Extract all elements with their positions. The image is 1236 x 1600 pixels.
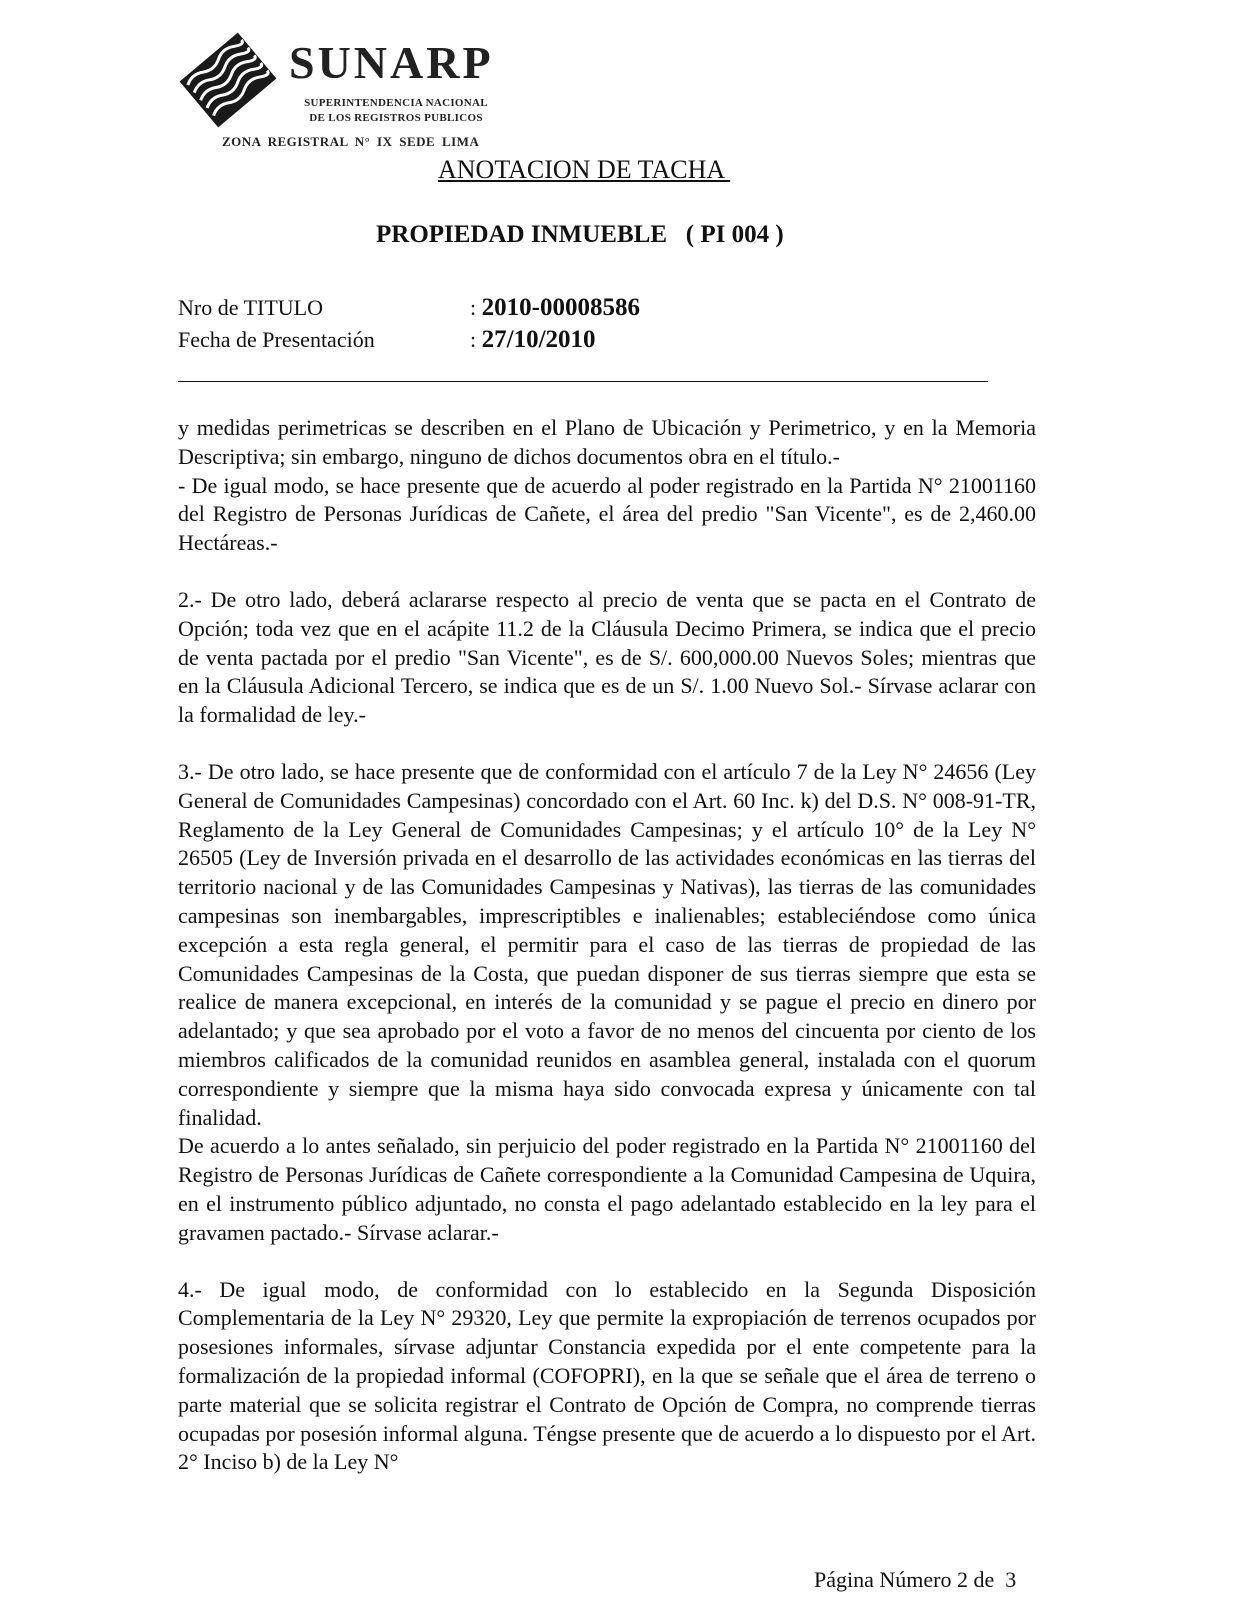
paragraph: 4.- De igual modo, de conformidad con lo establecido en la Segunda Disposición Complementaria de la Ley N° 29320, Ley que permite la expropiación de terrenos ocupados por posesiones informales, sírvase adjuntar Constancia expedida por el ente competente para la formalización de la propiedad informal (COFOPRI), en la que se señale que el área de terreno o parte material que se solicita registrar el Contrato de Opción de Compra, no comprende tierras ocupadas por posesión informal alguna. Téngse presente que de acuerdo a lo dispuesto por el Art. 2° Inciso b) de la Ley N°: [178, 1276, 1036, 1475]
document-subtitle: PROPIEDAD INMUEBLE ( PI 004 ): [376, 221, 784, 248]
field-separator: :: [470, 295, 482, 320]
divider: [178, 381, 988, 382]
page-number: Página Número 2 de 3: [814, 1567, 1017, 1592]
brand-subtitle: [286, 96, 506, 126]
field-label: Fecha de Presentación: [178, 327, 375, 352]
field-label: Nro de TITULO: [178, 295, 323, 320]
document-title: ANOTACION DE TACHA: [438, 155, 731, 184]
paragraph: 2.- De otro lado, deberá aclararse respecto al precio de venta que se pacta en el Contrato de Opción; toda vez que en el acápite 11.2 de la Cláusula Decimo Primera, se indica que el precio de venta pactada por el predio "San Vicente", es de S/. 600,000.00 Nuevos Soles; mientras que en la Cláusula Adicional Tercero, se indica que es de un S/. 1.00 Nuevo Sol.- Sírvase aclarar con la formalidad de ley.-: [178, 586, 1036, 728]
brand-name: SUNARP: [289, 37, 494, 88]
field-separator: :: [470, 327, 482, 352]
document-body: [178, 414, 1036, 1477]
field-row-titulo: [178, 294, 640, 322]
paragraph: 3.- De otro lado, se hace presente que de conformidad con el artículo 7 de la Ley N° 24656 (Ley General de Comunidades Campesinas) concordado con el Art. 60 Inc. k) del D.S. N° 008-91-TR, Reglamento de la Ley General de Comunidades Campesinas; y el artículo 10° de la Ley N° 26505 (Ley de Inversión privada en el desarrollo de las actividades económicas en las tierras del territorio nacional y de las Comunidades Campesinas y Nativas), las tierras de las comunidades campesinas son inembargables, imprescriptibles e inalienables; estableciéndose como única excepción a esta regla general, el permitir para el caso de las tierras de propiedad de las Comunidades Campesinas de la Costa, que puedan disponer de sus tierras siempre que esta se realice de manera excepcional, en interés de la comunidad y se pague el precio en dinero por adelantado; y que sea aprobado por el voto a favor de no menos del cincuenta por ciento de los miembros calificados de la comunidad reunidos en asamblea general, instalada con el quorum correspondiente y siempre que la misma haya sido convocada expresa y únicamente con tal finalidad.: [178, 758, 1036, 1130]
field-value: 27/10/2010: [481, 326, 596, 353]
brand-subtitle-line1: SUPERINTENDENCIA NACIONAL: [304, 97, 488, 109]
sunarp-logo-icon: [176, 28, 280, 132]
paragraph: De acuerdo a lo antes señalado, sin perjuicio del poder registrado en la Partida N° 21001160 del Registro de Personas Jurídicas de Cañete correspondiente a la Comunidad Campesina de Uquira, en el instrumento público adjuntado, no consta el pago adelantado establecido en la ley para el gravamen pactado.- Sírvase aclarar.-: [178, 1133, 1036, 1245]
brand-subtitle-line2: DE LOS REGISTROS PUBLICOS: [309, 112, 483, 124]
paragraph: y medidas perimetricas se describen en el Plano de Ubicación y Perimetrico, y en la Memoria Descriptiva; sin embargo, ninguno de dichos documentos obra en el título.-: [178, 415, 1036, 469]
zona-registral: ZONA REGISTRAL N° IX SEDE LIMA: [222, 134, 480, 149]
field-row-fecha: [178, 326, 596, 354]
paragraph: - De igual modo, se hace presente que de acuerdo al poder registrado en la Partida N° 21001160 del Registro de Personas Jurídicas de Cañete, el área del predio "San Vicente", es de 2,460.00 Hectáreas.-: [178, 472, 1036, 556]
field-value: 2010-00008586: [481, 294, 640, 321]
